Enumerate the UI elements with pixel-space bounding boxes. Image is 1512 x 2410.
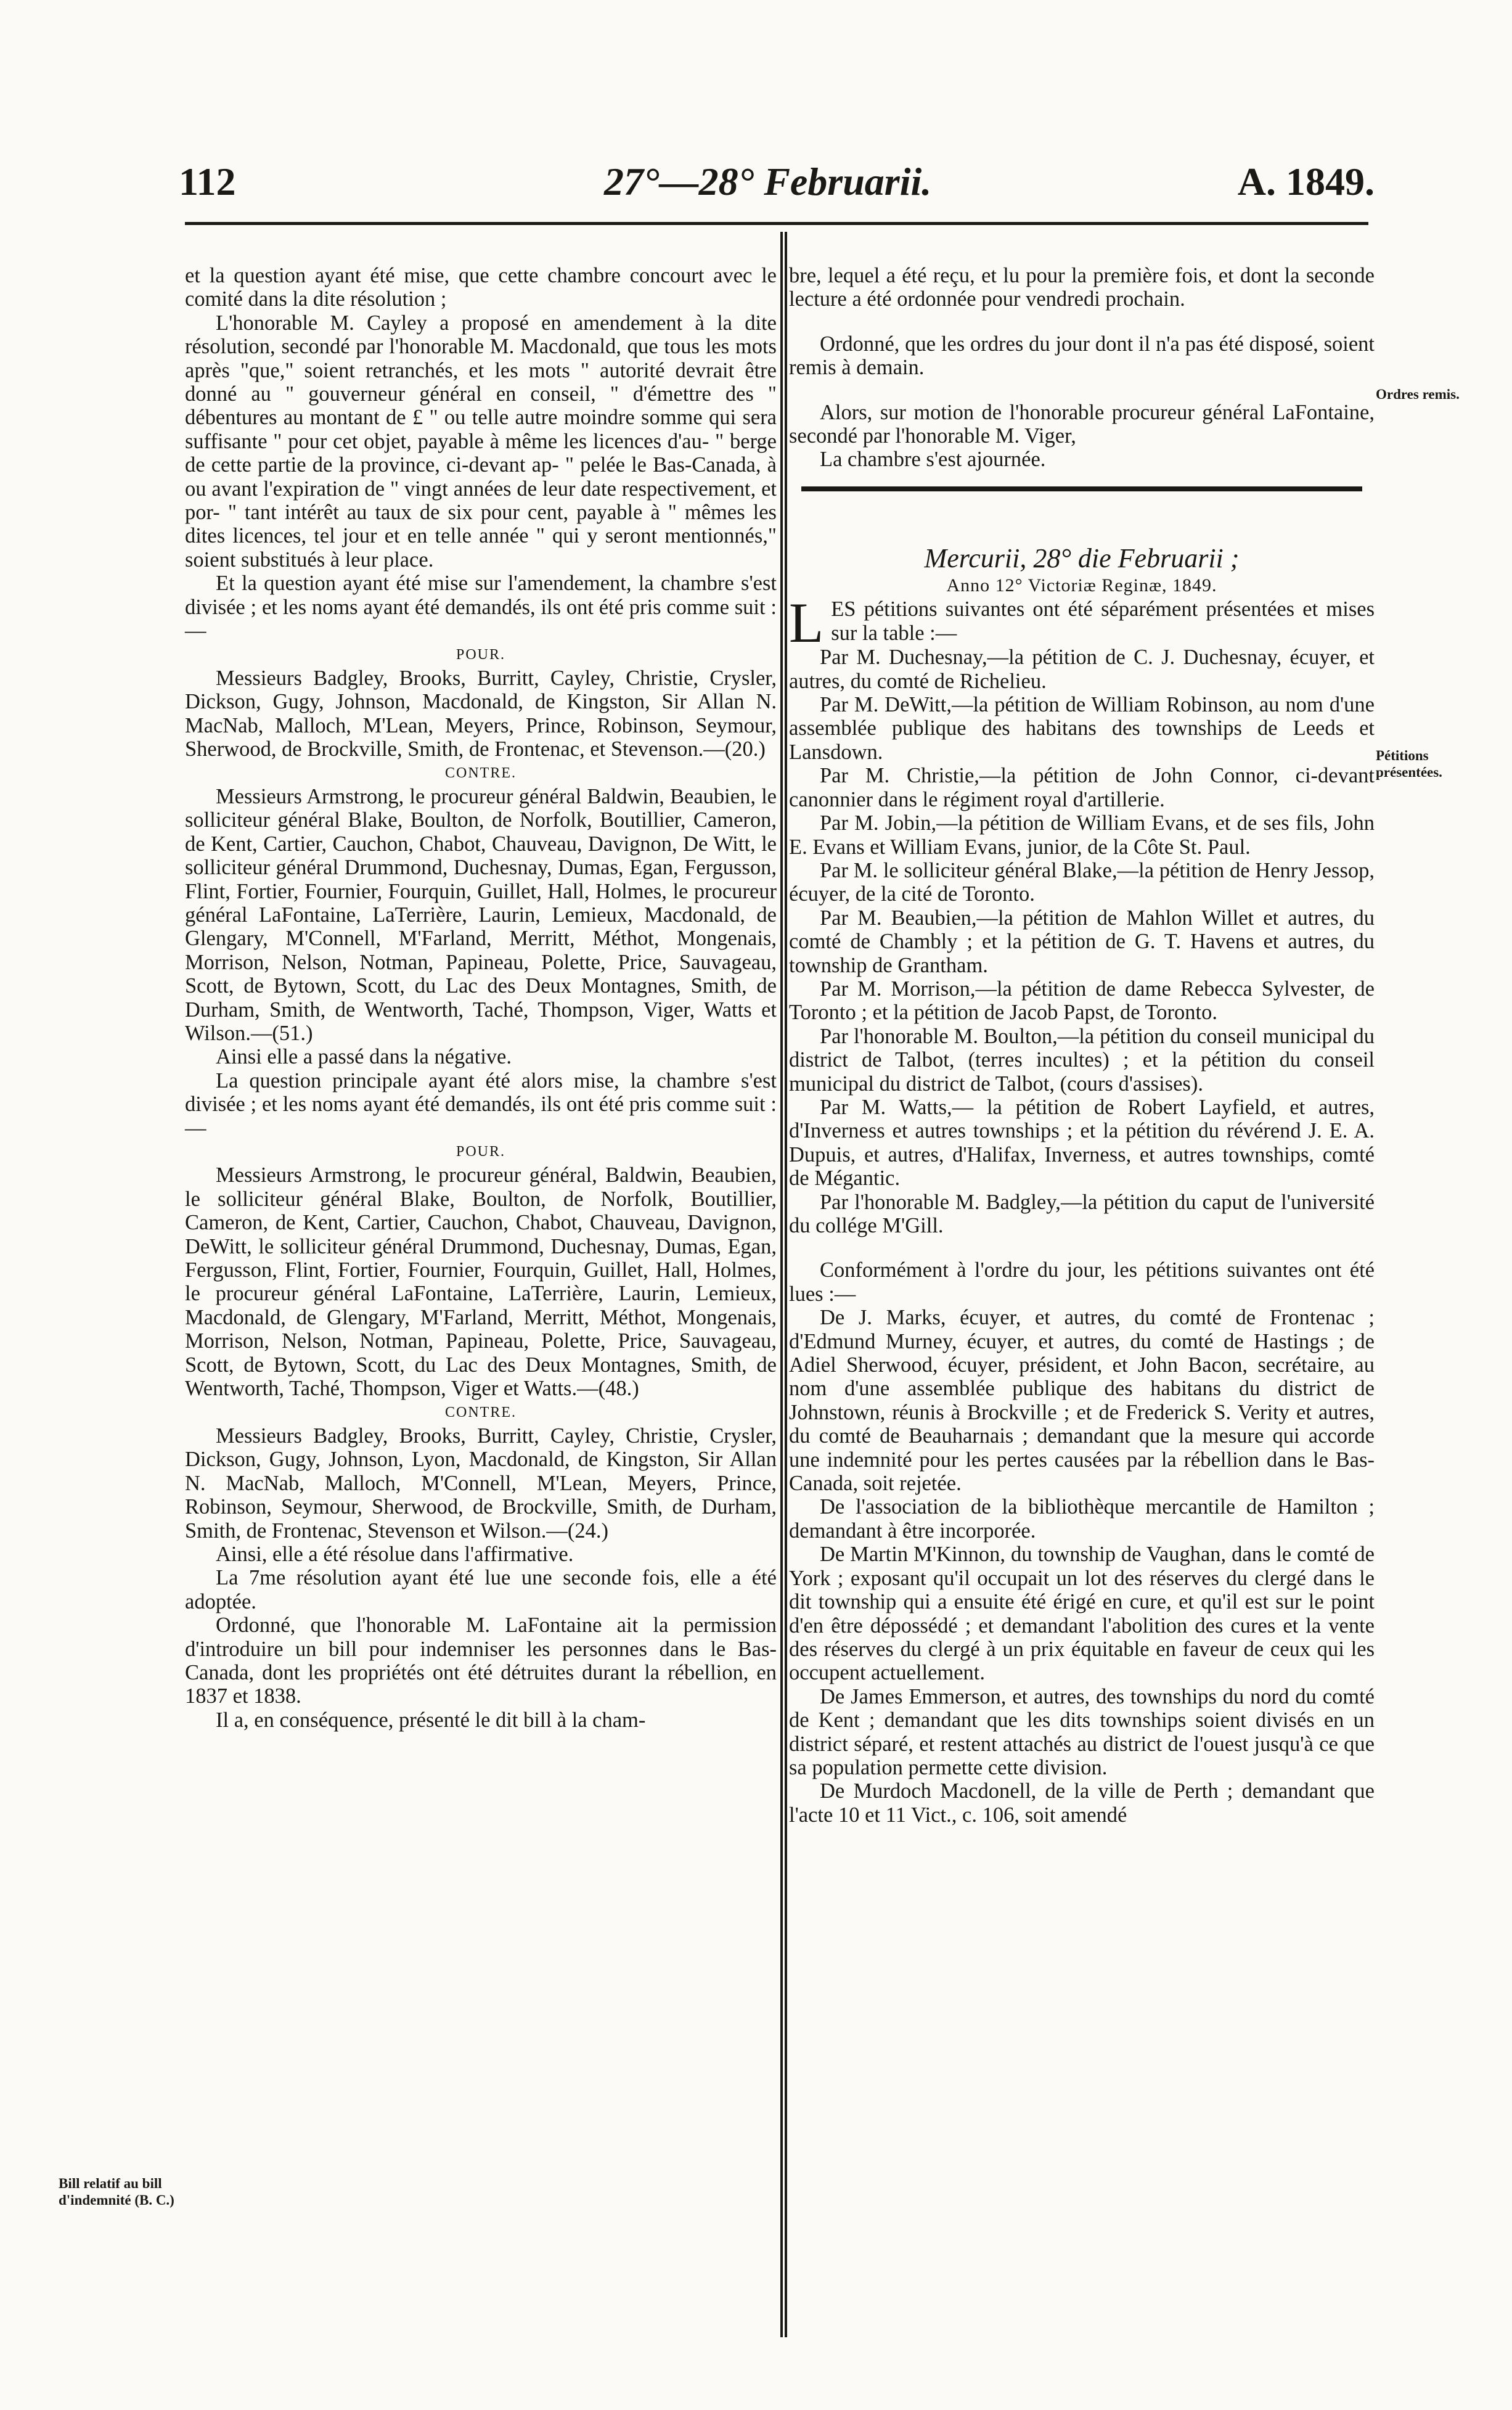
paragraph: Ainsi, elle a été résolue dans l'affirmative.: [216, 1542, 574, 1566]
paragraph: Messieurs Badgley, Brooks, Burritt, Cayley, Christie, Crysler, Dickson, Gugy, Johnson, Macdonald, de Kingston, Sir Allan N. MacNab, Malloch, M'Lean, Meyers, Prince, Robinson, Seymour, Sherwood, de Brockville, Smith, de Frontenac, et Stevenson.—(20.): [185, 666, 777, 761]
paragraph: La chambre s'est ajournée.: [820, 448, 1046, 472]
petition-paragraph: Par l'honorable M. Boulton,—la pétition du conseil municipal du district de Talbot, (terres incultes) ; et la pétition du conseil municipal du district de Talbot, (cours d'assises).: [789, 1024, 1375, 1096]
paragraph: Messieurs Armstrong, le procureur général, Baldwin, Beaubien, le solliciteur général Blake, Boulton, de Norfolk, Boutillier, Cameron, de Kent, Cartier, Cauchon, Chabot, Chauveau, Davignon, DeWitt, le solliciteur général Drummond, Duchesnay, Dumas, Egan, Fergusson, Flint, Fortier, Fournier, Fourquin, Guillet, Hall, Holmes, le procureur général LaFontaine, LaTerrière, Laurin, Lemieux, Macdonald, de Glengary, M'Farland, Merritt, Méthot, Mongenais, Morrison, Nelson, Notman, Papineau, Polette, Price, Sauvageau, Scott, de Bytown, Scott, du Lac des Deux Montagnes, Smith, de Wentworth, Taché, Thompson, Viger et Watts.—(48.): [185, 1163, 777, 1401]
paragraph: Messieurs Badgley, Brooks, Burritt, Cayley, Christie, Crysler, Dickson, Gugy, Johnson, Lyon, Macdonald, de Kingston, Sir Allan N. MacNab, Malloch, M'Connell, M'Lean, Meyers, Prince, Robinson, Seymour, Sherwood, de Brockville, Smith, de Durham, Smith, de Frontenac, Stevenson et Wilson.—(24.): [185, 1424, 777, 1543]
page-header: [179, 157, 1375, 213]
header-rule: [185, 222, 1368, 225]
paragraph: Alors, sur motion de l'honorable procureur général LaFontaine, secondé par l'honorable M. Viger,: [789, 400, 1375, 448]
header-date: 27°—28° Februarii.: [604, 160, 932, 203]
petition-paragraph: De Murdoch Macdonell, de la ville de Perth ; demandant que l'acte 10 et 11 Vict., c. 106, soit amendé: [789, 1779, 1375, 1827]
right-column-top: [789, 264, 1375, 472]
petition-paragraph: Par M. Morrison,—la pétition de dame Rebecca Sylvester, de Toronto ; et la pétition de Jacob Papst, de Toronto.: [789, 977, 1375, 1025]
paragraph: Ordonné, que l'honorable M. LaFontaine ait la permission d'introduire un bill pour indemniser les personnes dans le Bas-Canada, dont les propriétés ont été détruites durant la rébellion, en 1837 et 1838.: [185, 1613, 777, 1708]
petition-paragraph: Par M. Duchesnay,—la pétition de C. J. Duchesnay, écuyer, et autres, du comté de Richelieu.: [789, 646, 1375, 693]
petition-paragraph: Par l'honorable M. Badgley,—la pétition du caput de l'université du collége M'Gill.: [789, 1190, 1375, 1237]
paragraph: [789, 380, 1375, 401]
paragraph: CONTRE.: [445, 764, 517, 781]
paragraph: POUR.: [456, 1144, 506, 1160]
petition-paragraph: Par M. le solliciteur général Blake,—la pétition de Henry Jessop, écuyer, de la cité de Toronto.: [789, 858, 1375, 906]
section-rule: [801, 486, 1362, 491]
petition-paragraph: Par M. Beaubien,—la pétition de Mahlon Willet et autres, du comté de Chambly ; et la pétition de G. T. Havens et autres, du township de Grantham.: [789, 906, 1375, 977]
paragraph: Il a, en conséquence, présenté le dit bill à la cham-: [216, 1708, 646, 1732]
left-column: [185, 264, 777, 1732]
right-column: [789, 264, 1375, 1827]
session-year: Anno 12° Victoriæ Reginæ, 1849.: [946, 575, 1217, 596]
paragraph: Ainsi elle a passé dans la négative.: [216, 1045, 512, 1069]
petition-paragraph: Par M. Christie,—la pétition de John Connor, ci-devant canonnier dans le régiment royal d'artillerie.: [789, 764, 1375, 811]
paragraph: L'honorable M. Cayley a proposé en amendement à la dite résolution, secondé par l'honorable M. Macdonald, que tous les mots après "que," soient retranchés, et les mots " autorité devrait être donné au " gouverneur général en conseil, " d'émettre des " débentures au montant de £ " ou telle autre moindre somme qui sera suffisante " pour cet objet, payable à même les licences d'au- " berge de cette partie de la province, ci-devant ap- " pelée le Bas-Canada, à ou avant l'expiration de " vingt années de leur date respectivement, et por- " tant intérêt au taux de six pour cent, payable à " mêmes les dites licences, tel jour et en telle année " qui y seront mentionnés," soient substitués à leur place.: [185, 311, 777, 572]
paragraph: La question principale ayant été alors mise, la chambre s'est divisée ; et les noms ayant été demandés, ils ont été pris comme suit :—: [185, 1068, 777, 1140]
margin-note-bill: Bill relatif au bill d'indemnité (B. C.): [59, 2176, 174, 2208]
petition-paragraph: Par M. Jobin,—la pétition de William Evans, et de ses fils, John E. Evans et William Evans, junior, de la Côte St. Paul.: [789, 811, 1375, 859]
petition-paragraph: De James Emmerson, et autres, des townships du nord du comté de Kent ; demandant que les dits townships soient divisés en un district séparé, et restent attachés au district de l'ouest jusqu'à ce que sa population permette cette division.: [789, 1684, 1375, 1779]
column-divider: [785, 232, 787, 2337]
paragraph: Messieurs Armstrong, le procureur général Baldwin, Beaubien, le solliciteur général Blake, Boulton, de Norfolk, Boutillier, Cameron, de Kent, Cartier, Cauchon, Chabot, Chauveau, Davignon, De Witt, le solliciteur général Drummond, Duchesnay, Dumas, Egan, Fergusson, Flint, Fortier, Fournier, Fourquin, Guillet, Hall, Holmes, le procureur général LaFontaine, LaTerrière, Laurin, Lemieux, Macdonald, de Glengary, M'Connell, M'Farland, Merritt, Méthot, Mongenais, Morrison, Nelson, Notman, Papineau, Polette, Price, Sauvageau, Scott, de Bytown, Scott, du Lac des Deux Montagnes, Smith, de Durham, Smith, de Wentworth, Taché, Thompson, Viger, Watts et Wilson.—(51.): [185, 784, 777, 1045]
paragraph: La 7me résolution ayant été lue une seconde fois, elle a été adoptée.: [185, 1566, 777, 1613]
margin-note-orders: Ordres remis.: [1376, 387, 1460, 402]
paragraph: Et la question ayant été mise sur l'amendement, la chambre s'est divisée ; et les noms ayant été demandés, ils ont été pris comme suit :—: [185, 572, 777, 643]
paragraph: bre, lequel a été reçu, et lu pour la première fois, et dont la seconde lecture a été ordonnée pour vendredi prochain.: [789, 264, 1375, 311]
page-number: 112: [179, 160, 236, 203]
margin-note-petitions: Pétitions présentées.: [1376, 748, 1442, 780]
petitions-lead-text: ES pétitions suivantes ont été séparément présentées et mises sur la table :—: [831, 597, 1375, 645]
petition-paragraph: De l'association de la bibliothèque mercantile de Hamilton ; demandant à être incorporée.: [789, 1495, 1375, 1543]
header-year: A. 1849.: [1237, 160, 1375, 203]
dropcap: L: [789, 591, 824, 655]
petitions-lead: [789, 591, 1375, 655]
paragraph: [789, 311, 1375, 332]
paragraph: et la question ayant été mise, que cette chambre concourt avec le comité dans la dite résolution ;: [185, 264, 777, 311]
paragraph: POUR.: [456, 646, 506, 663]
petition-paragraph: Par M. Watts,— la pétition de Robert Layfield, et autres, d'Inverness et autres townships ; et la pétition du révérend J. E. A. Dupuis, et autres, d'Halifax, Inverness, et autres townships, comté de Mégantic.: [789, 1095, 1375, 1191]
petition-paragraph: Conformément à l'ordre du jour, les pétitions suivantes ont été lues :—: [789, 1258, 1375, 1306]
petition-paragraph: De J. Marks, écuyer, et autres, du comté de Frontenac ; d'Edmund Murney, écuyer, et autres, du comté de Hastings ; de Adiel Sherwood, écuyer, président, et John Bacon, secrétaire, au nom d'une assemblée publique des habitans du district de Johnstown, réunis à Brockville ; et de Frederick S. Verity et autres, du comté de Beauharnais ; demandant que la mesure qui accorde une indemnité pour les pertes causées par la rébellion dans le Bas-Canada, soit rejetée.: [789, 1306, 1375, 1496]
petition-paragraph: Par M. DeWitt,—la pétition de William Robinson, au nom d'une assemblée publique des habitans des townships de Leeds et Lansdown.: [789, 693, 1375, 764]
paragraph: Ordonné, que les ordres du jour dont il n'a pas été disposé, soient remis à demain.: [789, 332, 1375, 380]
petition-paragraph: De Martin M'Kinnon, du township de Vaughan, dans le comté de York ; exposant qu'il occupait un lot des réserves du clergé dans le dit township qui a ensuite été érigé en cure, et qu'il est sur le point d'en être dépossédé ; et demandant l'abolition des cures et la vente des réserves du clergé à un prix équitable en faveur de ceux qui les occupent actuellement.: [789, 1543, 1375, 1685]
petition-paragraph: [789, 1237, 1375, 1258]
session-title: Mercurii, 28° die Februarii ;: [924, 543, 1240, 573]
right-column-bottom: [789, 646, 1375, 1827]
column-divider: [780, 232, 783, 2337]
paragraph: CONTRE.: [445, 1404, 517, 1420]
